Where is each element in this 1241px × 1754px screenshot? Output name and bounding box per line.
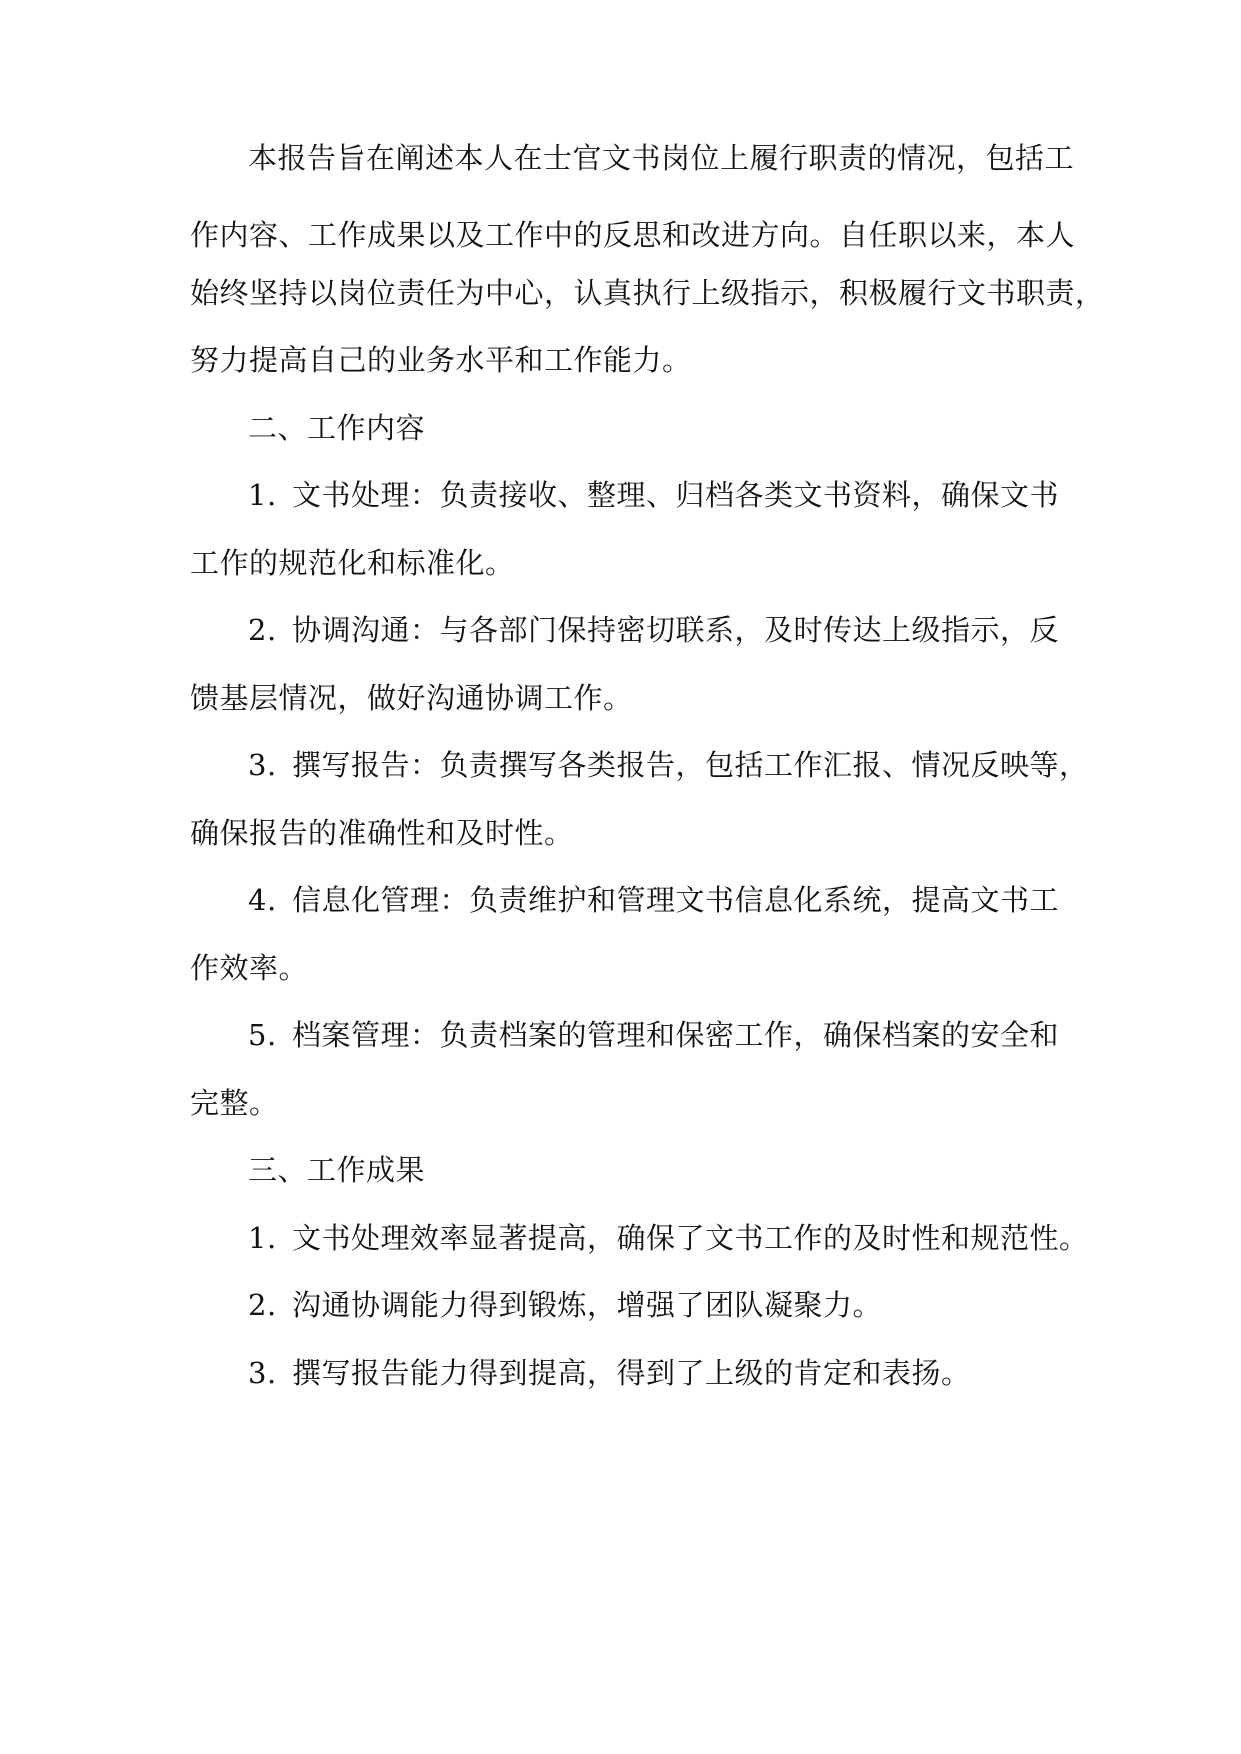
list-item: [190, 476, 1060, 514]
intro-paragraph-end: [190, 341, 1060, 379]
list-item: [190, 746, 1089, 784]
list-item-first-line: [190, 476, 1060, 514]
list-item-cont: [190, 544, 1060, 582]
intro-line-3: 始终坚持以岗位责任为中心，认真执行上级指示，积极履行文书职责，: [190, 276, 1105, 310]
list-item-number: 4.: [248, 883, 277, 917]
list-item: [190, 1286, 1060, 1324]
list-item-number: 1.: [248, 478, 277, 512]
list-item-cont: [190, 679, 1060, 717]
list-item-line: [190, 1354, 1060, 1392]
list-item: [190, 611, 1060, 649]
list-item-second-line: 作效率。: [190, 951, 309, 985]
list-item-text: 沟通协调能力得到锻炼，增强了团队凝聚力。: [292, 1288, 883, 1322]
section3-heading: 三、工作成果: [248, 1153, 426, 1187]
list-item-number: 2.: [248, 613, 277, 647]
list-item-line: [190, 1286, 1060, 1324]
list-item: [190, 1354, 1060, 1392]
list-item-first-line: [190, 1016, 1060, 1054]
section-heading-work-content: [190, 409, 1060, 447]
intro-line-4: 努力提高自己的业务水平和工作能力。: [190, 343, 692, 377]
section2-heading: 二、工作内容: [248, 411, 426, 445]
list-item-text: 文书处理：负责接收、整理、归档各类文书资料，确保文书: [292, 478, 1060, 512]
list-item-first-line: [190, 881, 1060, 919]
section-heading-work-results: [190, 1151, 1060, 1189]
intro-paragraph-cont: [190, 274, 1105, 312]
list-item-line: [190, 1219, 1089, 1257]
list-item-text: 信息化管理：负责维护和管理文书信息化系统，提高文书工: [292, 883, 1060, 917]
list-item-number: 2.: [248, 1288, 277, 1322]
list-item-cont: [190, 1084, 1060, 1122]
intro-line-1: 本报告旨在阐述本人在士官文书岗位上履行职责的情况，包括工: [248, 141, 1075, 175]
list-item-text: 撰写报告：负责撰写各类报告，包括工作汇报、情况反映等，: [292, 748, 1089, 782]
list-item-cont: [190, 814, 1060, 852]
list-item-cont: [190, 949, 1060, 987]
list-item-second-line: 工作的规范化和标准化。: [190, 546, 515, 580]
list-item-text: 文书处理效率显著提高，确保了文书工作的及时性和规范性。: [292, 1221, 1089, 1255]
list-item: [190, 1016, 1060, 1054]
list-item-first-line: [190, 746, 1089, 784]
list-item-text: 档案管理：负责档案的管理和保密工作，确保档案的安全和: [292, 1018, 1060, 1052]
list-item-number: 5.: [248, 1018, 277, 1052]
list-item: [190, 881, 1060, 919]
list-item-text: 协调沟通：与各部门保持密切联系，及时传达上级指示，反: [292, 613, 1060, 647]
list-item-second-line: 馈基层情况，做好沟通协调工作。: [190, 681, 633, 715]
list-item-number: 1.: [248, 1221, 277, 1255]
list-item: [190, 1219, 1089, 1257]
intro-paragraph: [190, 139, 1076, 254]
list-item-second-line: 确保报告的准确性和及时性。: [190, 816, 574, 850]
list-item-first-line: [190, 611, 1060, 649]
intro-line-2: 作内容、工作成果以及工作中的反思和改进方向。自任职以来，本人: [190, 218, 1076, 252]
list-item-number: 3.: [248, 1356, 277, 1390]
list-item-number: 3.: [248, 748, 277, 782]
list-item-text: 撰写报告能力得到提高，得到了上级的肯定和表扬。: [292, 1356, 971, 1390]
list-item-second-line: 完整。: [190, 1086, 279, 1120]
